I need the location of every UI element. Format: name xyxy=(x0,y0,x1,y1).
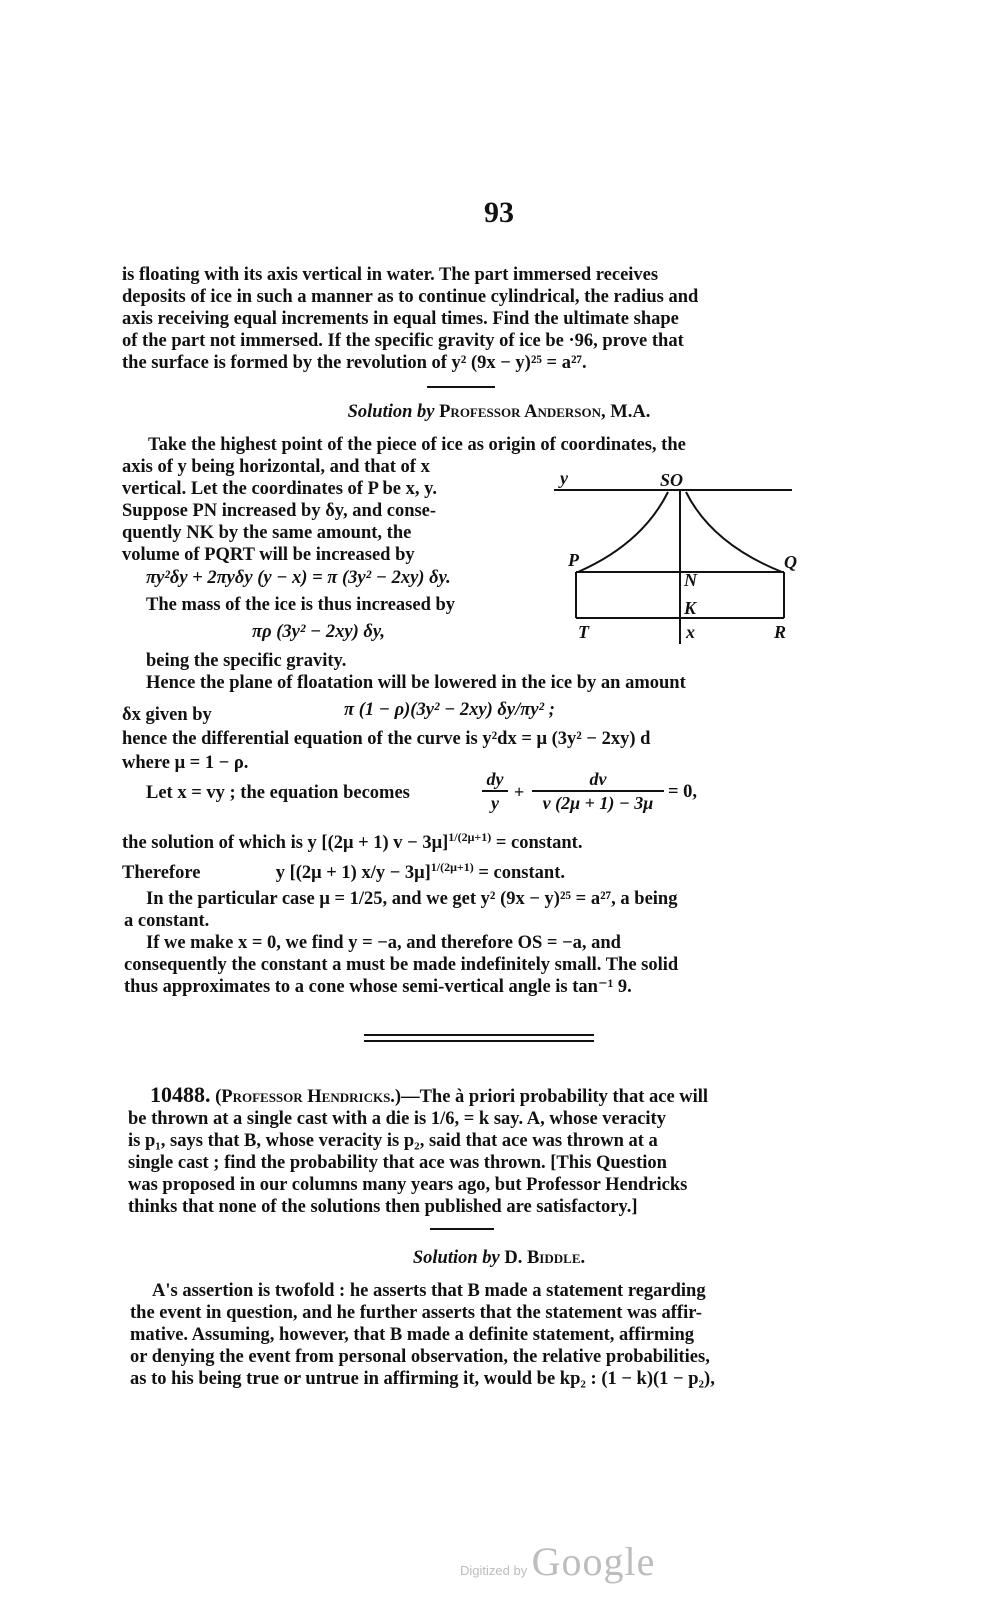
section-rule xyxy=(427,386,495,388)
solution-heading xyxy=(0,402,998,423)
text-line: a constant. xyxy=(124,911,210,931)
figure-label-r: R xyxy=(774,622,787,642)
substitution-line xyxy=(146,782,410,804)
double-rule-top xyxy=(364,1034,594,1036)
text-line: was proposed in our columns many years ago, but Professor Hendricks xyxy=(128,1175,688,1195)
text-line: as to his being true or untrue in affirming it, would be kp₂ : (1 − k)(1 − p₂), xyxy=(130,1369,715,1389)
figure-label-q: Q xyxy=(784,552,797,572)
fraction-dy-y xyxy=(482,768,508,814)
solution-statement xyxy=(122,826,582,854)
figure-label-p: P xyxy=(568,550,579,570)
ice-cone-diagram xyxy=(552,466,800,648)
text-line: is p₁, says that B, whose veracity is p₂, said that ace was thrown at a xyxy=(128,1131,658,1151)
question-number: 10488. xyxy=(150,1082,211,1107)
solution-expression: the solution of which is y [(2μ + 1) v − 3μ] xyxy=(122,833,449,854)
google-watermark xyxy=(460,1538,655,1585)
text-line: the event in question, and he further asserts that the statement was affir- xyxy=(130,1303,702,1323)
text-line: vertical. Let the coordinates of P be x, y. xyxy=(122,479,437,499)
page-number: 93 xyxy=(484,196,514,229)
text-line: thus approximates to a cone whose semi-vertical angle is tan⁻¹ 9. xyxy=(124,977,632,997)
particular-case xyxy=(124,888,810,932)
text-line: In the particular case μ = 1/25, and we get y² (9x − y)²⁵ = a²⁷, a being xyxy=(146,889,678,909)
text-line: thinks that none of the solutions then published are satisfactory.] xyxy=(128,1197,638,1217)
therefore-statement xyxy=(122,856,565,884)
fraction-denominator: y xyxy=(491,793,499,813)
text-line: hence the differential equation of the curve is y²dx = μ (3y² − 2xy) d xyxy=(122,729,651,749)
solution-by-label: Solution by xyxy=(412,1248,500,1268)
text-line: be thrown at a single cast with a die is 1/6, = k say. A, whose veracity xyxy=(128,1109,666,1129)
equals-zero: = 0, xyxy=(668,782,698,802)
text-line: Suppose PN increased by δy, and conse- xyxy=(122,501,437,521)
solution-left-column xyxy=(122,456,532,566)
text-line: δx given by xyxy=(122,705,212,725)
double-rule-bottom xyxy=(364,1040,594,1042)
continuation-text xyxy=(122,264,808,374)
solution-author: D. Biddle. xyxy=(504,1248,586,1268)
text-line: consequently the constant a must be made indefinitely small. The solid xyxy=(124,955,679,975)
therefore-constant: = constant. xyxy=(478,863,565,884)
fraction-dv xyxy=(532,768,664,814)
section-rule xyxy=(430,1228,494,1230)
solution-by-label: Solution by xyxy=(347,402,435,422)
figure-label-x: x xyxy=(686,622,695,642)
text-line: of the part not immersed. If the specific gravity of ice be ·96, prove that xyxy=(122,331,684,351)
therefore-exponent: 1/(2μ+1) xyxy=(430,860,474,874)
text-line: being the specific gravity. xyxy=(146,651,347,671)
solution-author: Professor Anderson, M.A. xyxy=(439,402,651,422)
fraction-denominator: v (2μ + 1) − 3μ xyxy=(542,793,654,813)
question-10488 xyxy=(128,1084,812,1218)
text-line: is floating with its axis vertical in water. The part immersed receives xyxy=(122,265,659,285)
text-line: The mass of the ice is thus increased by xyxy=(146,595,456,615)
solution-constant: = constant. xyxy=(495,833,583,854)
figure-label-n: N xyxy=(684,570,697,590)
lowered-line xyxy=(146,672,808,694)
text-line: Hence the plane of floatation will be lowered in the ice by an amount xyxy=(146,673,686,693)
equation-mass: πρ (3y² − 2xy) δy, xyxy=(252,622,386,642)
solution-intro xyxy=(148,434,810,456)
plus-sign: + xyxy=(514,782,525,802)
text-line: If we make x = 0, we find y = −a, and therefore OS = −a, and xyxy=(146,933,621,953)
figure-label-so: SO xyxy=(660,470,684,490)
text-line: A's assertion is twofold : he asserts that B made a statement regarding xyxy=(152,1281,706,1301)
delta-x-label xyxy=(122,704,212,726)
therefore-expression: y [(2μ + 1) x/y − 3μ] xyxy=(275,863,431,884)
text-line: where μ = 1 − ρ. xyxy=(122,753,249,773)
left-curve xyxy=(578,492,668,572)
text-line: quently NK by the same amount, the xyxy=(122,523,412,543)
text-line: axis of y being horizontal, and that of x xyxy=(122,457,430,477)
therefore-label: Therefore xyxy=(122,863,201,884)
digitized-label: Digitized by xyxy=(460,1563,528,1578)
text-line: Let x = vy ; the equation becomes xyxy=(146,783,410,803)
differential-line xyxy=(122,728,802,750)
text-line: volume of PQRT will be increased by xyxy=(122,545,415,565)
fraction-numerator: dv xyxy=(532,768,664,792)
text-line: or denying the event from personal observation, the relative probabilities, xyxy=(130,1347,710,1367)
where-line xyxy=(122,752,248,774)
text-line: the surface is formed by the revolution of y² (9x − y)²⁵ = a²⁷. xyxy=(122,353,587,373)
fraction-numerator: dy xyxy=(482,768,508,792)
solution-heading xyxy=(0,1248,998,1269)
final-paragraph xyxy=(124,932,810,998)
google-logo: Google xyxy=(531,1539,656,1584)
text-line: single cast ; find the probability that ace was thrown. [This Question xyxy=(128,1153,667,1173)
question-proposer: (Professor Hendricks.) xyxy=(215,1087,402,1107)
solution-exponent: 1/(2μ+1) xyxy=(448,830,492,844)
question-first-line xyxy=(128,1084,812,1108)
text-line: —The à priori probability that ace will xyxy=(401,1087,709,1107)
gravity-line xyxy=(146,650,346,672)
text-line: deposits of ice in such a manner as to continue cylindrical, the radius and xyxy=(122,287,699,307)
figure-label-y: y xyxy=(560,468,568,488)
equation-volume: πy²δy + 2πyδy (y − x) = π (3y² − 2xy) δy. xyxy=(146,568,451,588)
figure-label-k: K xyxy=(684,598,697,618)
right-curve xyxy=(686,492,782,572)
text-line: mative. Assuming, however, that B made a definite statement, affirming xyxy=(130,1325,695,1345)
biddle-solution-text xyxy=(130,1280,812,1390)
text-line: Take the highest point of the piece of ice as origin of coordinates, the xyxy=(148,435,686,455)
figure-label-t: T xyxy=(578,622,589,642)
mass-line xyxy=(146,594,455,616)
equation-lowering: π (1 − ρ)(3y² − 2xy) δy/πy² ; xyxy=(344,700,555,720)
text-line: axis receiving equal increments in equal times. Find the ultimate shape xyxy=(122,309,679,329)
